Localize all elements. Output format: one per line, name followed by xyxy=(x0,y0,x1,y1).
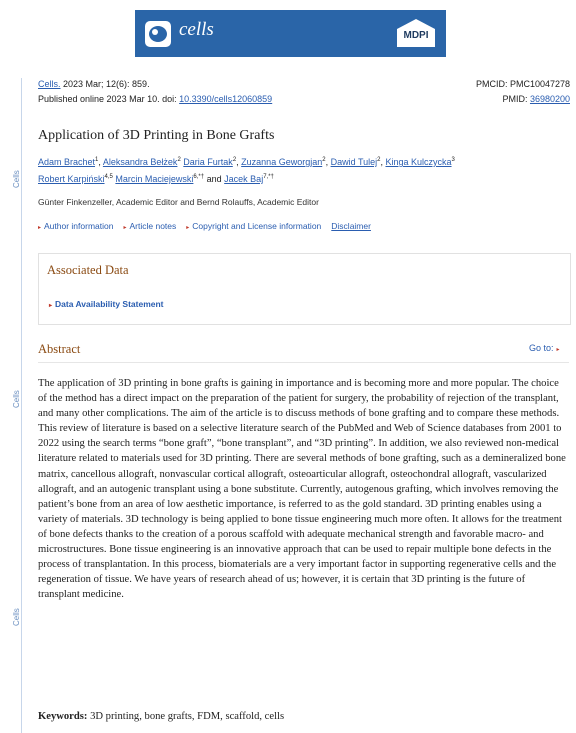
associated-data-box xyxy=(38,253,571,325)
journal-name: cells xyxy=(179,19,214,40)
side-tab-cells[interactable]: Cells xyxy=(12,608,21,626)
cells-logo-icon xyxy=(144,20,172,48)
author-link[interactable]: Zuzanna Geworgjan xyxy=(241,157,323,167)
data-availability-label: Data Availability Statement xyxy=(55,299,164,309)
tab-article-notes[interactable] xyxy=(123,221,176,231)
author-list: Adam Brachet$^1$, Aleksandra Bełżek$^2$ Daria Furtak$^2$, Zuzanna Geworgjan$^2$, Dawid Tulej$^2$, Kinga Kulczycka$^3$ Robert Karpiński$^{4,5}$ Marcin Maciejewski$^{6,*\dagger}$ and Jacek Baj$^{7,*\dagger}$ xyxy=(38,157,455,184)
journal-banner[interactable] xyxy=(135,10,446,57)
goto-label: Go to: xyxy=(529,343,554,353)
pmcid: PMCID: PMC10047278 xyxy=(475,79,570,89)
pmid-link[interactable]: 36980200 xyxy=(529,94,570,104)
tab-label: Article notes xyxy=(129,221,177,231)
author-affiliation: 2 xyxy=(322,157,326,163)
journal-link[interactable]: Cells. xyxy=(38,79,61,89)
goto-menu[interactable] xyxy=(529,343,560,353)
associated-data-title: Associated Data xyxy=(47,263,129,277)
author-link[interactable]: Jacek Baj xyxy=(224,174,264,184)
side-tab-cells[interactable]: Cells xyxy=(12,170,21,188)
author-link[interactable]: Robert Karpiński xyxy=(38,174,105,184)
author-affiliation: 2 xyxy=(377,157,381,163)
data-availability-link[interactable] xyxy=(49,299,164,309)
and-word: and xyxy=(206,174,222,184)
published-prefix: Published online 2023 Mar 10. doi: xyxy=(38,94,180,104)
article-info-tabs xyxy=(38,221,371,231)
author-link[interactable]: Dawid Tulej xyxy=(330,157,378,167)
keywords-value: 3D printing, bone grafts, FDM, scaffold, cells xyxy=(87,711,285,722)
tab-copyright[interactable] xyxy=(186,221,321,231)
side-tab-cells[interactable]: Cells xyxy=(12,390,21,408)
triangle-right-icon: ▸ xyxy=(49,303,53,309)
author-affiliation: 7,*† xyxy=(263,174,274,180)
author-affiliation: 6,*† xyxy=(193,174,205,180)
author-link[interactable]: Kinga Kulczycka xyxy=(385,157,452,167)
doi-link[interactable]: 10.3390/cells12060859 xyxy=(179,94,273,104)
editors-line: Günter Finkenzeller, Academic Editor and Bernd Rolauffs, Academic Editor xyxy=(38,197,319,207)
author-link[interactable]: Marcin Maciejewski xyxy=(115,174,194,184)
triangle-right-icon: ▸ xyxy=(38,225,42,231)
author-affiliation: 2 xyxy=(232,157,237,163)
author-affiliation: 4,5 xyxy=(104,174,113,180)
disclaimer-link[interactable]: Disclaimer xyxy=(331,221,371,231)
author-affiliation: 3 xyxy=(451,157,455,163)
published-line xyxy=(38,94,272,104)
author-affiliation: 1 xyxy=(95,157,99,163)
author-affiliation: 2 xyxy=(177,157,181,163)
tab-label: Copyright and License information xyxy=(192,221,322,231)
triangle-right-icon: ▸ xyxy=(556,347,560,353)
triangle-right-icon: ▸ xyxy=(123,225,127,231)
author-link[interactable]: Adam Brachet xyxy=(38,157,96,167)
citation-line xyxy=(38,79,150,89)
pmid-line xyxy=(502,94,570,104)
author-link[interactable]: Daria Furtak xyxy=(183,157,233,167)
abstract-heading: Abstract xyxy=(38,342,81,356)
abstract-body: The application of 3D printing in bone grafts is gaining in importance and is becoming more and more popular. The choice of the method has a direct impact on the preparation of the patient for surgery, the probability of rejection of the transplant, and many other complications. The aim of the article is to discuss methods of bone grafting and to compare these methods. This review of literature is based on a selective literature search of the PubMed and Web of Science databases from 2001 to 2022 using the search terms “bone graft”, “bone transplant”, and “3D printing”. In addition, we also reviewed non-medical literature related to materials used for 3D printing. There are several methods of bone grafting, such as a demineralized bone matrix, cancellous allograft, nonvascular cortical allograft, osteoarticular allograft, osteochondral allograft, vascularized allograft, and an autogenic transplant using a bone substitute. Currently, autogenous grafting, which involves removing the patient’s bone from an area of low aesthetic importance, is referred to as the gold standard. 3D printing enables using a variety of materials. 3D technology is being applied to bone tissue engineering much more often. It allows for the treatment of bone defects thanks to the creation of a porous scaffold with adequate mechanical strength and favorable macro- and microstructures. Bone tissue engineering is an innovative approach that can be used to repair multiple bone defects in the process of transplantation. In this process, biomaterials are a very important factor in supporting regenerative cells and the regeneration of tissue. We have years of research ahead of us; however, it is certain that 3D printing is the future of transplant medicine. xyxy=(38,378,566,601)
triangle-right-icon: ▸ xyxy=(186,225,190,231)
keywords-label: Keywords: xyxy=(38,711,88,722)
citation-issue: 2023 Mar; 12(6): 859. xyxy=(60,79,150,89)
author-link[interactable]: Aleksandra Bełżek xyxy=(102,157,178,167)
tab-label: Author information xyxy=(44,221,114,231)
publisher-name: MDPI xyxy=(403,30,429,41)
pmid-label: PMID: xyxy=(502,94,530,104)
sidebar-rule xyxy=(21,78,22,733)
keywords-line xyxy=(38,711,284,722)
tab-author-information[interactable] xyxy=(38,221,113,231)
article-title: Application of 3D Printing in Bone Grafts xyxy=(38,128,275,143)
abstract-divider xyxy=(38,362,569,363)
